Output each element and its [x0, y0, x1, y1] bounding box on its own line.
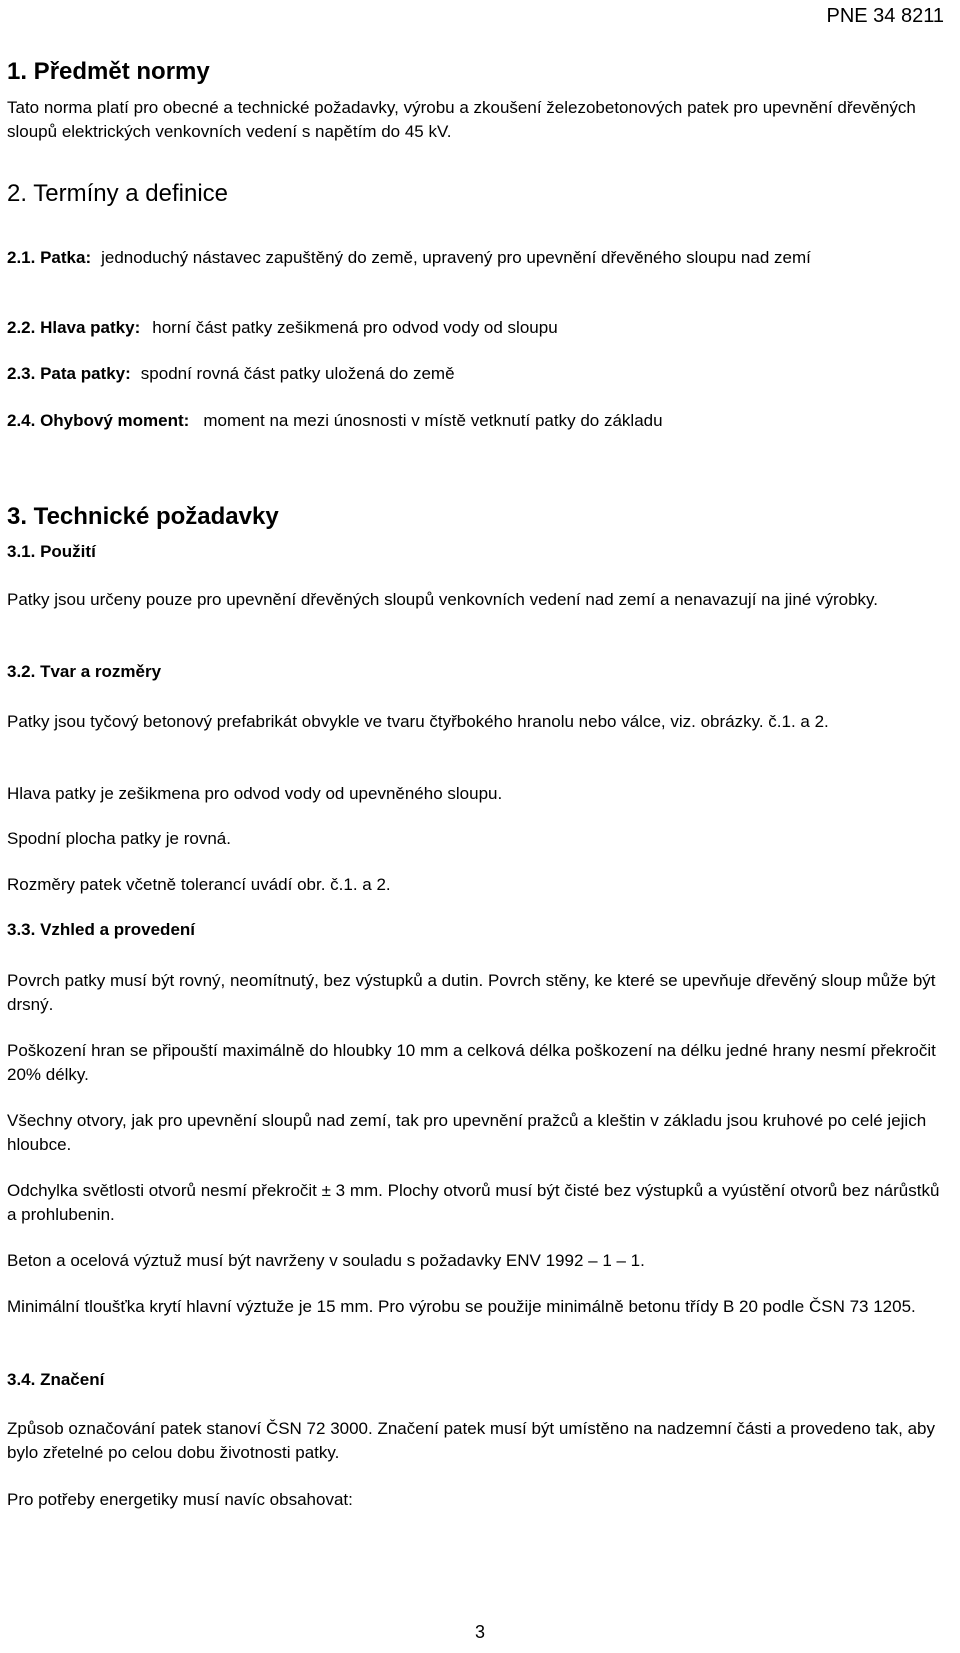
section-3-3-paragraph: Všechny otvory, jak pro upevnění sloupů nad zemí, tak pro upevnění pražců a kleštin v základu jsou kruhové po celé jejich hloubce.	[7, 1111, 927, 1154]
section-3-3-paragraph: Povrch patky musí být rovný, neomítnutý, bez výstupků a dutin. Povrch stěny, ke které se upevňuje dřevěný sloup může být drsný.	[7, 971, 936, 1014]
section-3-1-heading: 3.1. Použití	[7, 542, 96, 561]
definition-text: horní část patky zešikmená pro odvod vody od sloupu	[152, 318, 558, 337]
section-2-heading: 2. Termíny a definice	[7, 180, 229, 207]
definition-text: spodní rovná část patky uložená do země	[140, 364, 455, 383]
section-3-3-paragraph: Odchylka světlosti otvorů nesmí překročit ± 3 mm. Plochy otvorů musí být čisté bez výstupků a vyústění otvorů bez nárůstků a prohlubenin.	[7, 1181, 940, 1224]
section-1-text: Tato norma platí pro obecné a technické požadavky, výrobu a zkoušení železobetonových patek pro upevnění dřevěných sloupů elektrických venkovních vedení s napětím do 45 kV.	[7, 98, 916, 141]
section-3-2-paragraph: Hlava patky je zešikmena pro odvod vody od upevněného sloupu.	[7, 784, 503, 803]
section-3-3-paragraph: Beton a ocelová výztuž musí být navrženy v souladu s požadavky ENV 1992 – 1 – 1.	[7, 1251, 645, 1270]
definition-text: moment na mezi únosnosti v místě vetknutí patky do základu	[203, 411, 663, 430]
section-3-4-paragraph: Pro potřeby energetiky musí navíc obsahovat:	[7, 1490, 353, 1509]
section-3-3-heading: 3.3. Vzhled a provedení	[7, 920, 196, 939]
section-1-heading: 1. Předmět normy	[7, 58, 210, 85]
section-3-3-paragraph: Poškození hran se připouští maximálně do hloubky 10 mm a celková délka poškození na délku jedné hrany nesmí překročit 20% délky.	[7, 1041, 936, 1084]
section-3-3-paragraph: Minimální tloušťka krytí hlavní výztuže je 15 mm. Pro výrobu se použije minimálně betonu třídy B 20 podle ČSN 73 1205.	[7, 1297, 916, 1316]
definition-text: jednoduchý nástavec zapuštěný do země, upravený pro upevnění dřevěného sloupu nad zemí	[101, 248, 811, 267]
definition-2-3	[7, 362, 947, 386]
definition-term: 2.1. Patka:	[7, 248, 92, 267]
section-3-2-paragraph: Patky jsou tyčový betonový prefabrikát obvykle ve tvaru čtyřbokého hranolu nebo válce, viz. obrázky. č.1. a 2.	[7, 712, 829, 731]
section-3-1-paragraph: Patky jsou určeny pouze pro upevnění dřevěných sloupů venkovních vedení nad zemí a nenavazují na jiné výrobky.	[7, 590, 878, 609]
definition-2-2	[7, 316, 947, 340]
definition-term: 2.4. Ohybový moment:	[7, 411, 190, 430]
definition-2-4	[7, 409, 947, 433]
document-number: PNE 34 8211	[826, 5, 944, 27]
section-3-2-paragraph: Spodní plocha patky je rovná.	[7, 829, 231, 848]
definition-2-1	[7, 246, 947, 270]
section-3-2-paragraph: Rozměry patek včetně tolerancí uvádí obr. č.1. a 2.	[7, 875, 391, 894]
definition-term: 2.3. Pata patky:	[7, 364, 131, 383]
section-3-2-heading: 3.2. Tvar a rozměry	[7, 662, 162, 681]
section-3-heading: 3. Technické požadavky	[7, 503, 279, 530]
definition-term: 2.2. Hlava patky:	[7, 318, 141, 337]
page-number: 3	[474, 1622, 485, 1642]
section-3-4-paragraph: Způsob označování patek stanoví ČSN 72 3000. Značení patek musí být umístěno na nadzemní části a provedeno tak, aby bylo zřetelné po celou dobu životnosti patky.	[7, 1419, 935, 1462]
section-3-4-heading: 3.4. Značení	[7, 1370, 105, 1389]
